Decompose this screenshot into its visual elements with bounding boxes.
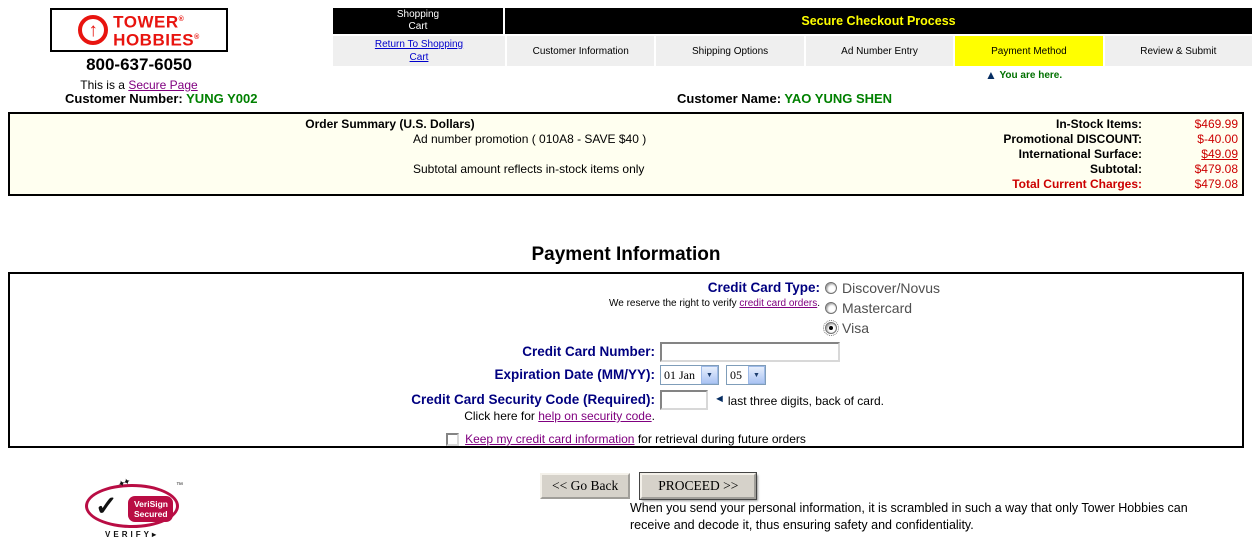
radio-label-discover: Discover/Novus <box>842 280 941 296</box>
expiration-row <box>10 365 1242 385</box>
chevron-down-icon[interactable]: ▼ <box>748 366 765 384</box>
customer-name-value: YAO YUNG SHEN <box>784 91 893 106</box>
logo-text <box>113 12 200 50</box>
order-summary-title: Order Summary (U.S. Dollars) <box>305 117 475 131</box>
summary-value: $479.08 <box>1194 162 1238 176</box>
payment-form-box <box>8 272 1244 448</box>
card-type-row <box>10 278 1242 338</box>
verify-prefix: We reserve the right to verify <box>608 298 740 309</box>
proceed-button[interactable]: PROCEED >> <box>640 473 756 499</box>
tab-customer-information[interactable] <box>505 36 654 66</box>
trademark-symbol: ™ <box>176 482 183 489</box>
summary-row <box>10 162 1242 177</box>
you-are-here-triangle-icon: ▲ <box>985 68 997 82</box>
summary-label: Promotional DISCOUNT: <box>1003 132 1142 146</box>
keep-card-info-link[interactable]: Keep my credit card information <box>465 432 635 446</box>
verify-suffix: . <box>817 298 820 309</box>
you-are-here-indicator <box>985 68 1062 82</box>
customer-number-value: YUNG Y002 <box>186 91 258 106</box>
brand-block <box>50 8 228 92</box>
tab-label: Review & Submit <box>1140 45 1217 57</box>
return-to-cart-link[interactable]: Return To Shopping Cart <box>374 39 464 63</box>
customer-name-label: Customer Name: <box>677 91 782 106</box>
security-code-label: Credit Card Security Code (Required): <box>411 392 655 407</box>
verisign-line2: Secured <box>133 509 168 519</box>
customer-number-label: Customer Number: <box>65 91 183 106</box>
credit-card-orders-link[interactable]: credit card orders <box>739 298 818 309</box>
checkout-nav <box>333 8 1252 82</box>
shopping-cart-header-label: Shopping Cart <box>396 9 440 32</box>
secure-page-line <box>50 78 228 92</box>
summary-row <box>10 132 1242 147</box>
radio-label-mastercard: Mastercard <box>842 300 913 316</box>
phone-number: 800-637-6050 <box>86 55 192 74</box>
card-number-input[interactable] <box>660 342 840 362</box>
summary-value: $469.99 <box>1194 117 1238 131</box>
card-type-options <box>825 278 940 338</box>
radio-row-discover[interactable] <box>825 278 940 298</box>
secure-checkout-banner-label: Secure Checkout Process <box>801 14 956 28</box>
payment-information-heading: Payment Information <box>531 244 721 265</box>
tab-shipping-options[interactable] <box>654 36 803 66</box>
summary-row <box>10 177 1242 192</box>
expiration-month-value: 01 Jan <box>664 367 695 382</box>
radio-mastercard[interactable] <box>825 302 837 314</box>
tab-label: Payment Method <box>991 45 1067 57</box>
verify-text: VERIFY <box>105 530 152 539</box>
secure-checkout-banner <box>505 8 1252 34</box>
radio-row-visa[interactable] <box>825 318 940 338</box>
card-number-row <box>10 342 1242 362</box>
keep-card-info-text <box>465 432 806 446</box>
verify-note <box>10 297 820 310</box>
up-arrow-icon: ↑ <box>88 19 98 41</box>
security-code-hint: last three digits, back of card. <box>727 394 884 408</box>
keep-card-info-checkbox[interactable] <box>446 433 459 446</box>
chevron-down-icon[interactable]: ▼ <box>701 366 718 384</box>
expiration-month-select[interactable] <box>660 365 719 385</box>
tab-label: Customer Information <box>532 45 629 57</box>
subtotal-note: Subtotal amount reflects in-stock items only <box>413 162 645 176</box>
expiration-label: Expiration Date (MM/YY): <box>494 367 655 382</box>
summary-label: Subtotal: <box>1090 162 1142 176</box>
shopping-cart-header-cell <box>333 8 505 34</box>
security-code-help-link[interactable]: help on security code <box>538 409 652 423</box>
secure-page-link[interactable]: Secure Page <box>128 78 198 92</box>
summary-label: In-Stock Items: <box>1055 117 1142 131</box>
privacy-note: When you send your personal information, it is scrambled in such a way that only Tower Hobbies can receive and decode it, thus ensuring safety and confidentiality. <box>630 501 1188 532</box>
verisign-secured-seal[interactable] <box>85 476 185 539</box>
tab-label: Shipping Options <box>692 45 769 57</box>
card-number-label: Credit Card Number: <box>522 344 655 359</box>
radio-visa[interactable] <box>825 322 837 334</box>
tab-label: Ad Number Entry <box>841 45 918 57</box>
expiration-year-select[interactable] <box>726 365 766 385</box>
registered-mark: ® <box>194 34 200 41</box>
radio-discover-novus[interactable] <box>825 282 837 294</box>
keep-card-info-suffix: for retrieval during future orders <box>634 432 806 446</box>
logo-line1: TOWER <box>113 13 179 32</box>
radio-label-visa: Visa <box>842 320 869 336</box>
security-help-line <box>10 409 655 424</box>
verisign-oval <box>85 476 183 528</box>
order-summary-box <box>8 112 1244 196</box>
return-to-cart-cell[interactable] <box>333 36 505 66</box>
security-code-row <box>10 390 1242 424</box>
nav-header-row <box>333 8 1252 36</box>
tab-ad-number-entry[interactable] <box>804 36 953 66</box>
summary-value: $-40.00 <box>1197 132 1238 146</box>
you-are-here-label: You are here. <box>999 70 1063 81</box>
tab-payment-method[interactable] <box>953 36 1102 66</box>
international-surface-link[interactable]: $49.09 <box>1201 147 1238 161</box>
verify-pointer-icon: ▸ <box>151 530 159 539</box>
summary-row <box>10 117 1242 132</box>
keep-card-info-row <box>10 432 1242 446</box>
sparkle-icon: ✦✦ <box>116 476 131 490</box>
left-pointer-icon: ◄ <box>714 393 725 405</box>
promo-note: Ad number promotion ( 010A8 - SAVE $40 ) <box>413 132 647 146</box>
security-code-input[interactable] <box>660 390 708 410</box>
customer-name-line <box>677 91 892 106</box>
verisign-label <box>128 496 173 522</box>
nav-steps-row <box>333 36 1252 66</box>
tower-hobbies-logo[interactable] <box>50 8 228 52</box>
expiration-year-value: 05 <box>730 367 742 382</box>
verisign-verify-label <box>85 530 179 539</box>
security-help-suffix: . <box>651 409 655 423</box>
radio-row-mastercard[interactable] <box>825 298 940 318</box>
logo-line2: HOBBIES <box>113 30 195 50</box>
summary-row <box>10 147 1242 162</box>
arrow-circle-logo-icon <box>78 15 108 45</box>
verisign-line1: VeriSign <box>133 499 168 509</box>
checkmark-icon: ✓ <box>95 490 118 521</box>
registered-mark: ® <box>178 16 185 24</box>
total-charges-value: $479.08 <box>1194 177 1238 191</box>
customer-number-line <box>65 91 257 106</box>
go-back-button[interactable]: << Go Back <box>540 473 630 499</box>
total-charges-label: Total Current Charges: <box>1012 177 1142 191</box>
security-help-prefix: Click here for <box>464 409 539 423</box>
summary-label: International Surface: <box>1018 147 1142 161</box>
secure-prefix: This is a <box>80 78 129 92</box>
tab-review-submit[interactable] <box>1103 36 1252 66</box>
card-type-label: Credit Card Type: <box>707 280 820 295</box>
footer-buttons <box>540 473 756 499</box>
